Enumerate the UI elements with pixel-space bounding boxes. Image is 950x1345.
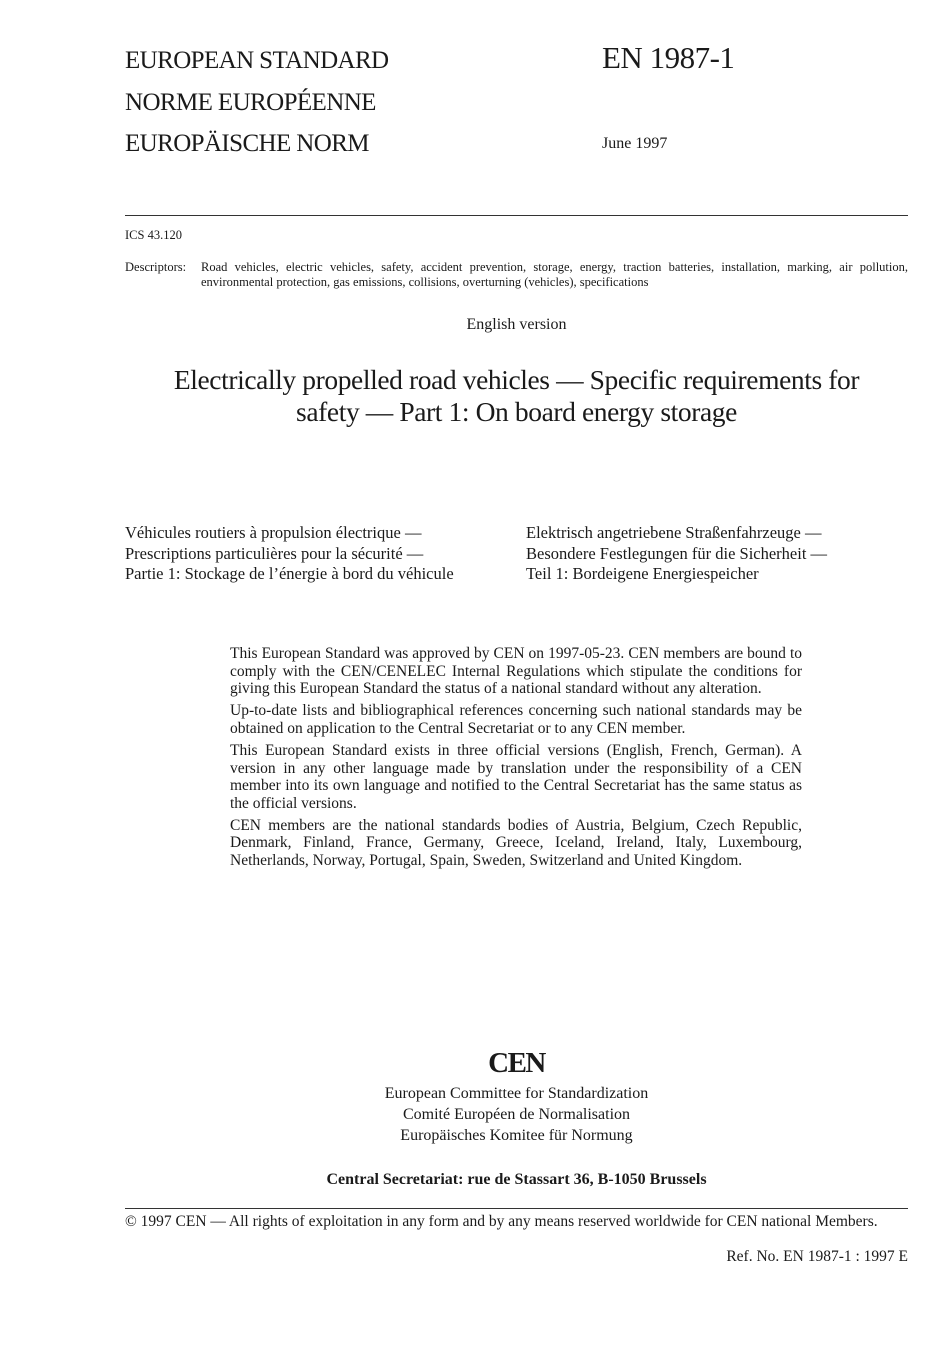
header-title-de: EUROPÄISCHE NORM bbox=[125, 130, 369, 157]
descriptors-text: Road vehicles, electric vehicles, safety, accident prevention, storage, energy, traction batteries, installation, marking, air pollution, environmental protection, gas emissions, collisions, overturning (vehicles), specifications bbox=[201, 260, 908, 289]
copyright-notice: © 1997 CEN — All rights of exploitation in any form and by any means reserved worldwide for CEN national Members. bbox=[125, 1213, 878, 1230]
body-paragraph: CEN members are the national standards bodies of Austria, Belgium, Czech Republic, Denmark, Finland, France, Germany, Greece, Iceland, Ireland, Italy, Luxembourg, Netherlands, Norway, Portugal, Spain, Sweden, Switzerland and United Kingdom. bbox=[230, 816, 802, 870]
body-paragraph: Up-to-date lists and bibliographical references concerning such national standards may be obtained on application to the Central Secretariat or to any CEN member. bbox=[230, 702, 802, 737]
standard-number: EN 1987-1 bbox=[602, 40, 735, 75]
french-title-line: Véhicules routiers à propulsion électrique — bbox=[125, 523, 422, 542]
header-title-fr: NORME EUROPÉENNE bbox=[125, 89, 376, 116]
publication-date: June 1997 bbox=[602, 135, 668, 152]
reference-number: Ref. No. EN 1987-1 : 1997 E bbox=[726, 1248, 908, 1265]
ics-code: ICS 43.120 bbox=[125, 228, 182, 242]
french-title bbox=[125, 523, 454, 585]
document-title-line-1: Electrically propelled road vehicles — Specific requirements for bbox=[173, 364, 860, 395]
language-version: English version bbox=[466, 316, 567, 333]
cen-address: Central Secretariat: rue de Stassart 36, B-1050 Brussels bbox=[326, 1171, 707, 1188]
cen-name-de: Europäisches Komitee für Normung bbox=[400, 1127, 633, 1144]
german-title-line: Elektrisch angetriebene Straßenfahrzeuge — bbox=[526, 523, 822, 542]
document-title-line-2: safety — Part 1: On board energy storage bbox=[296, 396, 737, 427]
cen-name-fr: Comité Européen de Normalisation bbox=[402, 1106, 631, 1123]
body-paragraph: This European Standard was approved by CEN on 1997-05-23. CEN members are bound to comply with the CEN/CENELEC Internal Regulations which stipulate the conditions for giving this European Standard the status of a national standard without any alteration. bbox=[230, 645, 802, 698]
header-divider bbox=[125, 215, 908, 216]
french-title-line: Prescriptions particulières pour la sécurité — bbox=[125, 543, 424, 563]
german-title-line: Besondere Festlegungen für die Sicherheit — bbox=[526, 543, 828, 563]
body-paragraph: This European Standard exists in three official versions (English, French, German). A version in any other language made by translation under the responsibility of a CEN member into its own language and notified to the Central Secretariat has the same status as the official versions. bbox=[230, 741, 802, 812]
cen-logo: CEN bbox=[488, 1047, 545, 1079]
german-title bbox=[526, 523, 827, 585]
footer-divider bbox=[125, 1208, 908, 1209]
cen-name-en: European Committee for Standardization bbox=[384, 1085, 649, 1102]
descriptors bbox=[125, 260, 908, 290]
descriptors-label: Descriptors: bbox=[125, 260, 187, 274]
approval-statement bbox=[230, 645, 802, 874]
header-title-en: EUROPEAN STANDARD bbox=[125, 47, 389, 74]
document-title bbox=[125, 364, 908, 428]
french-title-line: Partie 1: Stockage de l’énergie à bord du véhicule bbox=[125, 564, 454, 583]
cen-names bbox=[125, 1083, 908, 1146]
german-title-line: Teil 1: Bordeigene Energiespeicher bbox=[526, 564, 759, 583]
